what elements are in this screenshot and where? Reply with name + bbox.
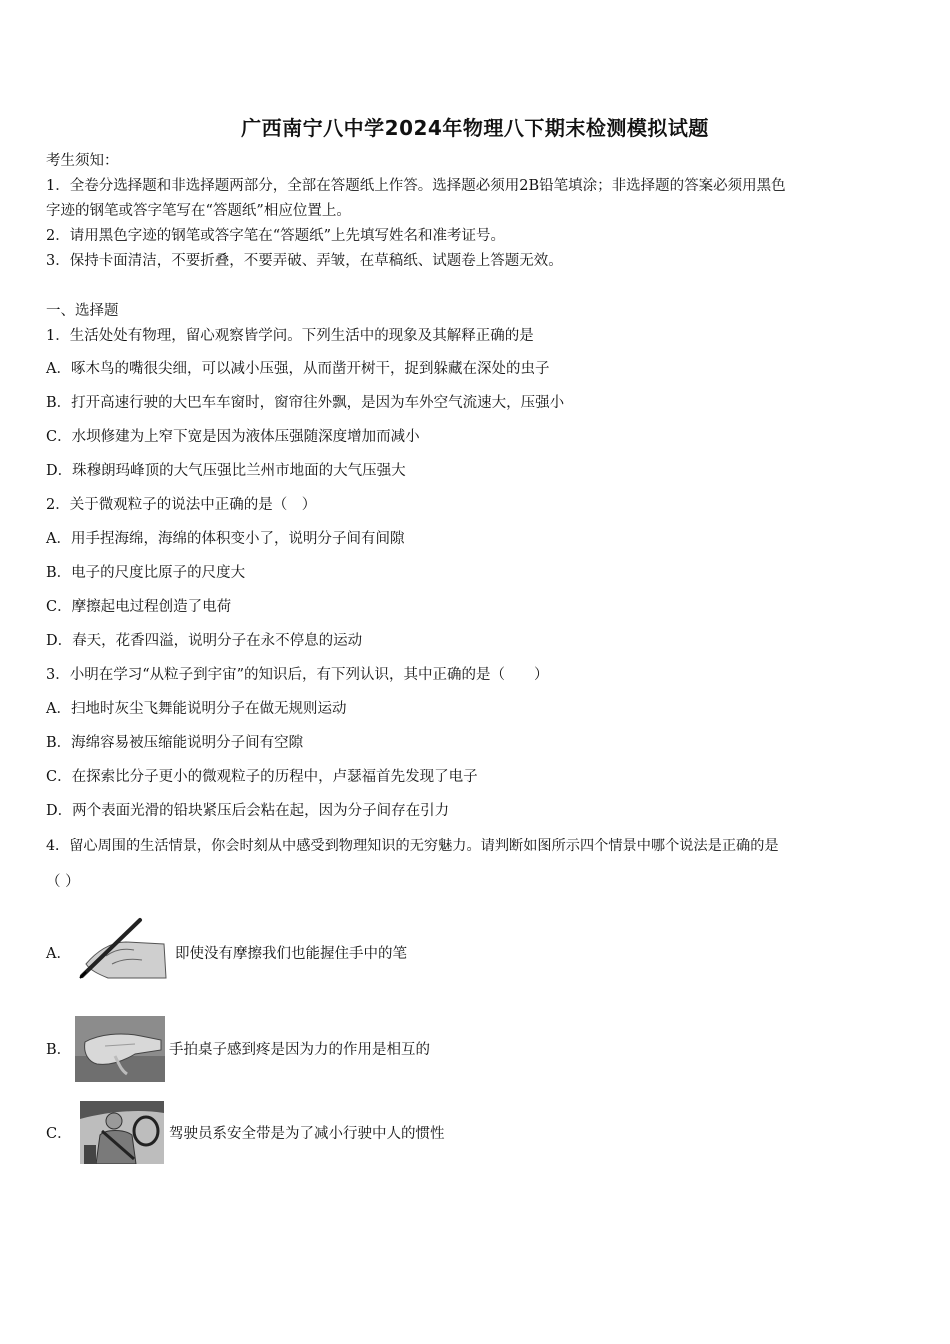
q1-stem: 1．生活处处有物理，留心观察皆学问。下列生活中的现象及其解释正确的是 [46,328,534,344]
driver-seatbelt-image [80,1101,164,1164]
q4-option-c-text: 驾驶员系安全带是为了减小行驶中人的惯性 [169,1126,445,1142]
q4-option-c-label: C． [46,1126,72,1142]
q2-stem: 2．关于微观粒子的说法中正确的是（ ） [46,497,317,513]
q4-stem: 4．留心周围的生活情景，你会时刻从中感受到物理知识的无穷魅力。请判断如图所示四个情景中哪个说法是正确的是 [46,838,779,854]
q2-option-b: B．电子的尺度比原子的尺度大 [46,565,246,581]
hand-holding-pen-image [78,912,168,980]
q1-option-c: C．水坝修建为上窄下宽是因为液体压强随深度增加而减小 [46,429,420,445]
q3-option-c: C．在探索比分子更小的微观粒子的历程中，卢瑟福首先发现了电子 [46,769,478,785]
q4-option-a-text: 即使没有摩擦我们也能握住手中的笔 [175,946,407,962]
q4-option-a-label: A． [46,946,71,962]
section-heading: 一、选择题 [46,303,119,319]
notice-heading: 考生须知： [46,153,119,169]
q3-option-b: B．海绵容易被压缩能说明分子间有空隙 [46,735,304,751]
q1-option-b: B．打开高速行驶的大巴车车窗时，窗帘往外飘，是因为车外空气流速大，压强小 [46,395,565,411]
notice-item-1-line-1: 1．全卷分选择题和非选择题两部分，全部在答题纸上作答。选择题必须用2B铅笔填涂；非选择题的答案必须用黑色 [46,178,786,194]
q3-option-a: A．扫地时灰尘飞舞能说明分子在做无规则运动 [46,701,347,717]
notice-item-3: 3．保持卡面清洁，不要折叠，不要弄破、弄皱，在草稿纸、试题卷上答题无效。 [46,253,563,269]
q4-option-b-text: 手拍桌子感到疼是因为力的作用是相互的 [169,1042,430,1058]
q3-option-d: D．两个表面光滑的铅块紧压后会粘在起，因为分子间存在引力 [46,803,450,819]
q4-option-b-label: B． [46,1042,72,1058]
hand-slapping-table-image [75,1016,165,1082]
notice-item-1-line-2: 字迹的钢笔或答字笔写在“答题纸”相应位置上。 [46,203,351,219]
notice-item-2: 2．请用黑色字迹的钢笔或答字笔在“答题纸”上先填写姓名和准考证号。 [46,228,506,244]
q1-option-d: D．珠穆朗玛峰顶的大气压强比兰州市地面的大气压强大 [46,463,406,479]
q2-option-a: A．用手捏海绵，海绵的体积变小了，说明分子间有间隙 [46,531,405,547]
q4-stem-tail: （ ） [46,874,80,890]
q3-stem: 3．小明在学习“从粒子到宇宙”的知识后，有下列认识，其中正确的是（ ） [46,667,549,683]
q2-option-c: C．摩擦起电过程创造了电荷 [46,599,232,615]
page-title: 广西南宁八中学2024年物理八下期末检测模拟试题 [241,116,709,140]
q2-option-d: D．春天，花香四溢，说明分子在永不停息的运动 [46,633,363,649]
q1-option-a: A．啄木鸟的嘴很尖细，可以减小压强，从而凿开树干，捉到躲藏在深处的虫子 [46,361,550,377]
